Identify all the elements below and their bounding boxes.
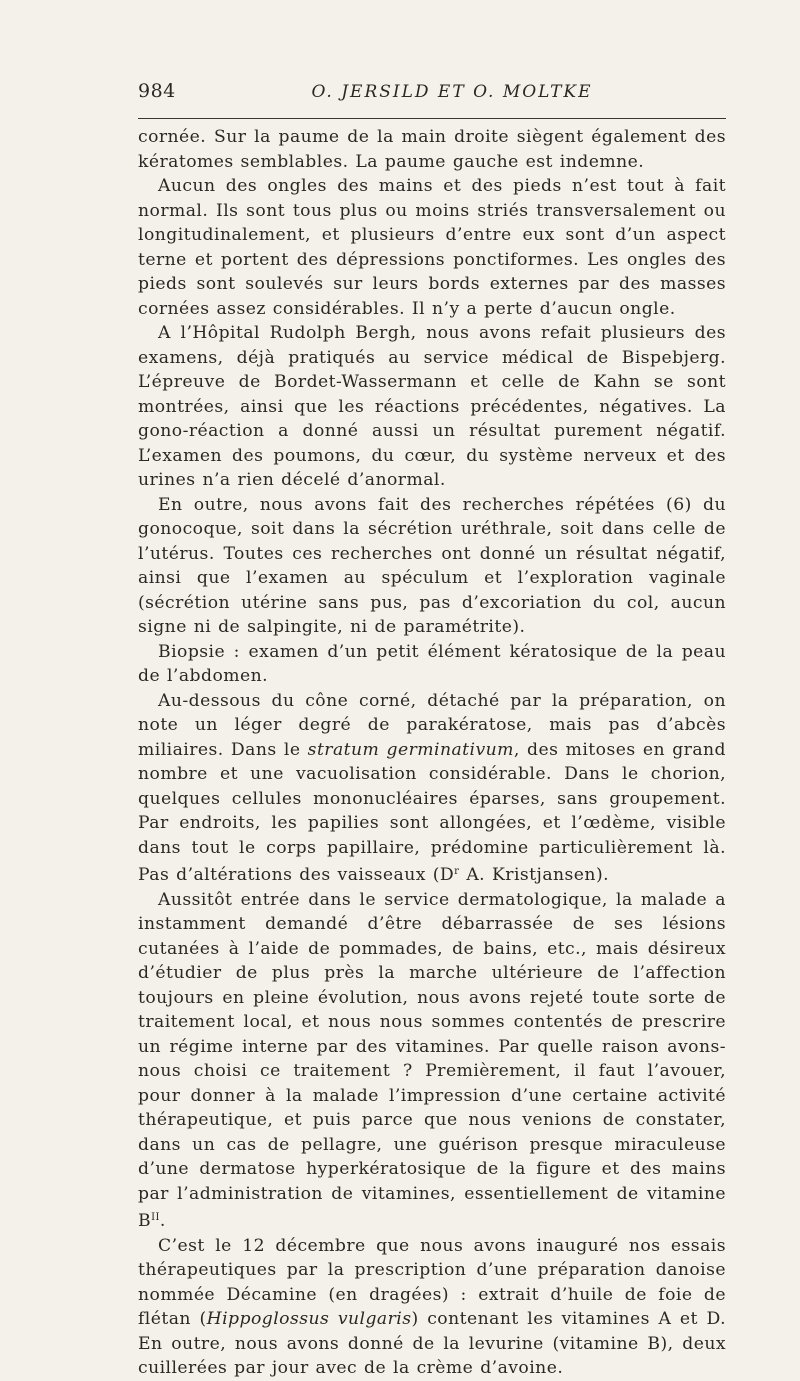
paragraph-4: En outre, nous avons fait des recherches répétées (6) du gonocoque, soit dans la sécrétion uréthrale, soit dans celle de l’utérus. Toutes ces recherches ont donné un résultat négatif, ainsi que l’examen au spéculum et l’exploration vaginale (sécrétion utérine sans pus, pas d’excoriation du col, aucun signe ni de salpingite, ni de paramétrite). <box>138 494 726 637</box>
paragraph-7-treatment <box>138 888 726 1234</box>
paragraph-3: A l’Hôpital Rudolph Bergh, nous avons refait plusieurs des examens, déjà pratiqués au service médical de Bispebjerg. L’épreuve de Bordet-Wassermann et celle de Kahn se sont montrées, ainsi que les réactions précédentes, négatives. La gono-réaction a donné aussi un résultat purement négatif. L’examen des poumons, du cœur, du système nerveux et des urines n’a rien décelé d’anormal. <box>138 323 726 490</box>
paragraph-8-text-b: ) contenant les vitamines A et D. En outre, nous avons donné de la levurine (vitamine B), deux cuillerées par jour avec de la crème d’avoine. <box>138 1309 726 1378</box>
paragraph-7-superscript: II <box>151 1212 160 1223</box>
running-head-authors: O. JERSILD ET O. MOLTKE <box>311 82 593 102</box>
paragraph-6-text-c: A. Kristjansen). <box>459 865 610 885</box>
paragraph-7-text-a: Aussitôt entrée dans le service dermatologique, la malade a instamment demandé d’être débarrassée de ses lésions cutanées à l’aide de pommades, de bains, etc., mais désireux d’étudier de plus près la marche ultérieure de l’affection toujours en pleine évolution, nous avons rejeté toute sorte de traitement local, et nous nous sommes contentés de prescrire un régime interne par des vitamines. Par quelle raison avons-nous choisi ce traitement ? Premièrement, il faut l’avouer, pour donner à la malade l’impression d’une certaine activité thérapeutique, et puis parce que nous venions de constater, dans un cas de pellagre, une guérison presque miraculeuse d’une dermatose hyperkératosique de la figure et des mains par l’administration de vitamines, essentiellement de vitamine B <box>138 889 726 1231</box>
header-rule <box>138 118 726 119</box>
paragraph-6-italic-term: stratum germinativum <box>307 739 514 760</box>
paragraph-1: cornée. Sur la paume de la main droite siègent également des kératomes semblables. La paume gauche est indemne. <box>138 127 726 172</box>
paragraph-8-italic-term: Hippoglossus vulgaris <box>206 1309 412 1329</box>
paragraph-6-text-b: , des mitoses en grand nombre et une vacuolisation considérable. Dans le chorion, quelques cellules mononucléaires éparses, sans groupement. Par endroits, les papilies sont allongées, et l’œdème, visible dans tout le corps papillaire, prédomine particulièrement là. Pas d’altérations des vaisseaux (D <box>138 739 726 885</box>
paragraph-5-biopsie: Biopsie : examen d’un petit élément kératosique de la peau de l’abdomen. <box>138 641 726 686</box>
paragraph-6-text-a: Au-dessous du cône corné, détaché par la préparation, on note un léger degré de parakératose, mais pas d’abcès miliaires. Dans le <box>138 690 726 760</box>
paragraph-8-trials <box>138 1234 726 1381</box>
body-text <box>138 125 726 1381</box>
paragraph-6-superscript: r <box>454 866 460 877</box>
running-header <box>138 80 726 112</box>
paragraph-6-histology <box>138 689 726 888</box>
paragraph-7-text-b: . <box>159 1211 166 1231</box>
paragraph-8-text-a: C’est le 12 décembre que nous avons inauguré nos essais thérapeutiques par la prescription d’une préparation danoise nommée Décamine (en dragées) : extrait d’huile de foie de flétan ( <box>138 1235 726 1329</box>
page-number: 984 <box>138 80 176 102</box>
paragraph-2: Aucun des ongles des mains et des pieds n’est tout à fait normal. Ils sont tous plus ou moins striés transversalement ou longitudinalement, et plusieurs d’entre eux sont d’un aspect terne et portent des dépressions ponctiformes. Les ongles des pieds sont soulevés sur leurs bords externes par des masses cornées assez considérables. Il n’y a perte d’aucun ongle. <box>138 176 726 319</box>
